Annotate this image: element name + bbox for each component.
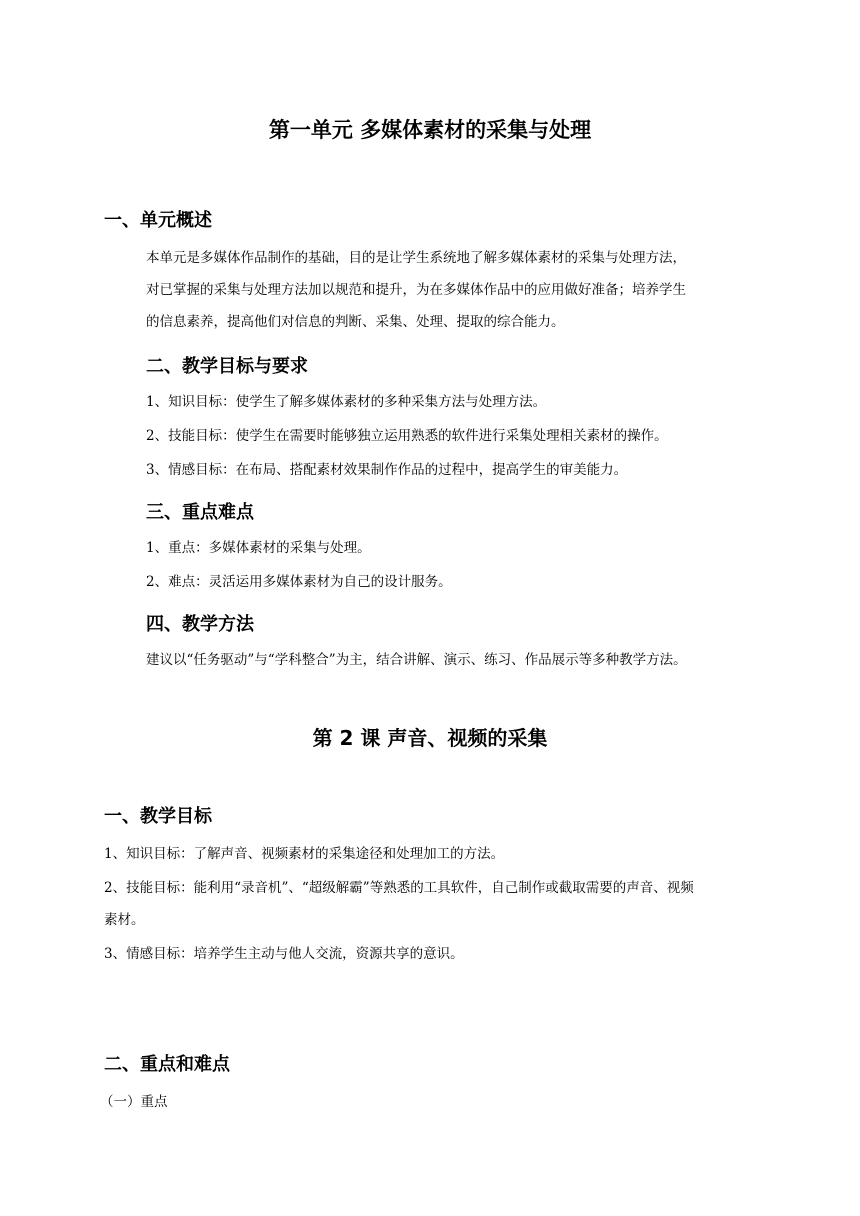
lesson-goal-line-1: 1、知识目标：了解声音、视频素材的采集途径和处理加工的方法。 — [104, 846, 505, 862]
methods-heading: 四、教学方法 — [146, 614, 254, 635]
goal-item-1: 1、知识目标：使学生了解多媒体素材的多种采集方法与处理方法。 — [146, 394, 547, 410]
overview-line-1: 本单元是多媒体作品制作的基础，目的是让学生系统地了解多媒体素材的采集与处理方法， — [146, 250, 686, 266]
overview-heading: 一、单元概述 — [104, 210, 212, 231]
lesson-goals-heading: 一、教学目标 — [104, 806, 212, 827]
goal-item-2: 2、技能目标：使学生在需要时能够独立运用熟悉的软件进行采集处理相关素材的操作。 — [146, 428, 668, 444]
keypoint-item-1: 1、重点：多媒体素材的采集与处理。 — [146, 540, 371, 556]
goals-heading: 二、教学目标与要求 — [146, 356, 308, 377]
difficulty-heading: 二、重点和难点 — [104, 1054, 230, 1075]
lesson-title: 第 2 课 声音、视频的采集 — [312, 726, 548, 750]
overview-line-2: 对已掌握的采集与处理方法加以规范和提升，为在多媒体作品中的应用做好准备；培养学生 — [146, 282, 686, 298]
goal-item-3: 3、情感目标：在布局、搭配素材效果制作作品的过程中，提高学生的审美能力。 — [146, 462, 628, 478]
keypoints-heading: 三、重点难点 — [146, 502, 254, 523]
lesson-goal-line-4: 3、情感目标：培养学生主动与他人交流，资源共享的意识。 — [104, 946, 464, 962]
methods-text: 建议以“任务驱动”与“学科整合”为主，结合讲解、演示、练习、作品展示等多种教学方法。 — [146, 652, 687, 668]
overview-line-3: 的信息素养，提高他们对信息的判断、采集、处理、提取的综合能力。 — [146, 314, 565, 330]
keypoint-item-2: 2、难点：灵活运用多媒体素材为自己的设计服务。 — [146, 574, 452, 590]
lesson-goal-line-2: 2、技能目标：能利用“录音机”、“超级解霸”等熟悉的工具软件，自己制作或截取需要的声音、视频 — [104, 880, 694, 896]
lesson-goal-line-3: 素材。 — [104, 912, 145, 928]
key-subheading: （一）重点 — [100, 1094, 168, 1110]
unit-title: 第一单元 多媒体素材的采集与处理 — [268, 118, 592, 142]
